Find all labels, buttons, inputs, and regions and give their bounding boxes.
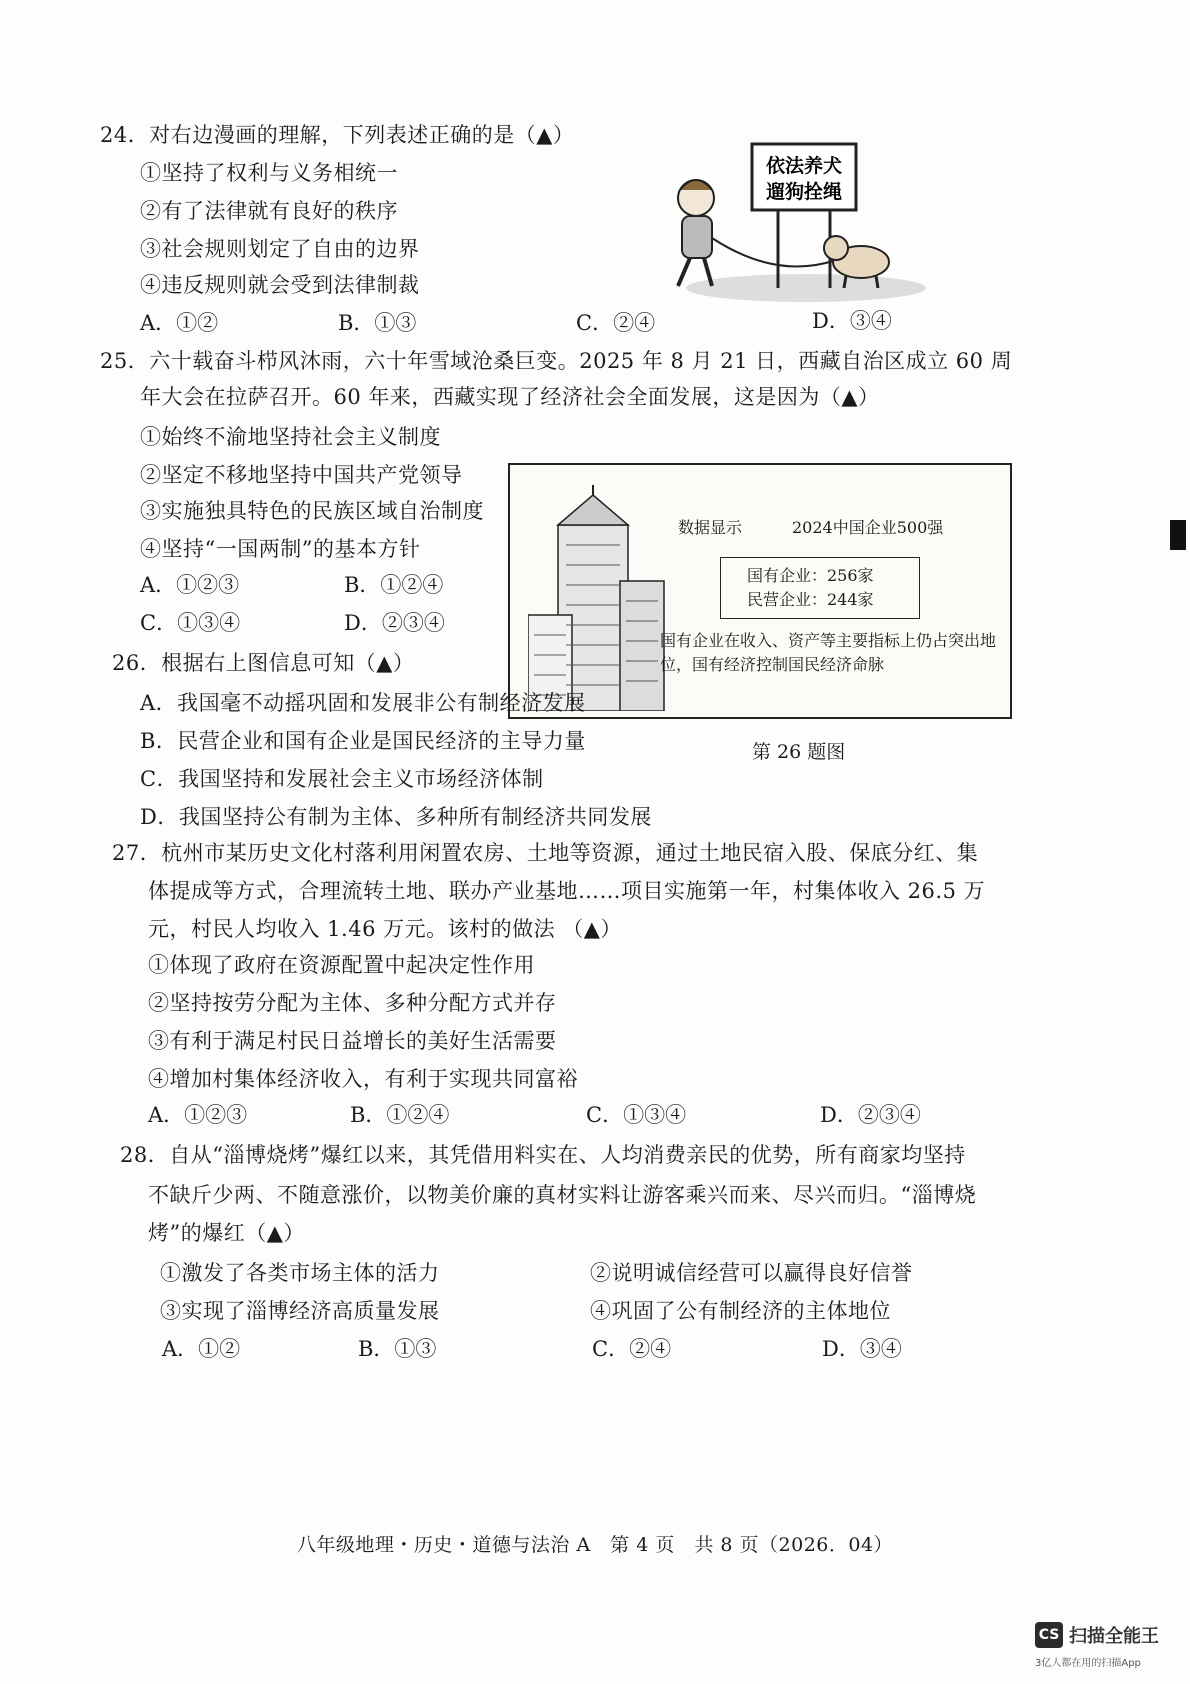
q27-option-b: B．①②④ [350, 1103, 450, 1127]
scan-edge-mark [1170, 520, 1186, 550]
q28-stem-line3: 烤”的爆红（▲） [148, 1221, 305, 1245]
q26-option-b: B．民营企业和国有企业是国民经济的主导力量 [140, 729, 586, 753]
fig26-state-owned: 国有企业：256家 [747, 566, 874, 585]
q27-stem-line3: 元，村民人均收入 1.46 万元。该村的做法 （▲） [148, 917, 622, 941]
q24-option-d: D．③④ [812, 309, 892, 333]
q24-item-3: ③社会规则划定了自由的边界 [140, 237, 420, 261]
q24-option-b: B．①③ [338, 311, 417, 335]
q25-option-b: B．①②④ [344, 573, 444, 597]
q27-option-d: D．②③④ [820, 1103, 921, 1127]
q26-option-a: A．我国毫不动摇巩固和发展非公有制经济发展 [140, 691, 586, 715]
q24-item-2: ②有了法律就有良好的秩序 [140, 199, 398, 223]
page-footer: 八年级地理・历史・道德与法治 A 第 4 页 共 8 页（2026．04） [296, 1534, 894, 1556]
q27-stem-line2: 体提成等方式，合理流转土地、联办产业基地……项目实施第一年，村集体收入 26.5 万 [148, 879, 986, 903]
q27-item-3: ③有利于满足村民日益增长的美好生活需要 [148, 1029, 557, 1053]
q28-item-1: ①激发了各类市场主体的活力 [160, 1261, 440, 1285]
skyscraper-illustration [528, 485, 668, 711]
q28-option-a: A．①② [162, 1337, 241, 1361]
q27-option-a: A．①②③ [148, 1103, 248, 1127]
fig26-caption-text: 国有企业在收入、资产等主要指标上仍占突出地位，国有经济控制国民经济命脉 [660, 631, 997, 674]
q28-item-2: ②说明诚信经营可以赢得良好信誉 [590, 1261, 913, 1285]
q25-item-4: ④坚持“一国两制”的基本方针 [140, 537, 421, 561]
scanner-logo-icon: CS [1035, 1622, 1063, 1648]
q28-option-d: D．③④ [822, 1337, 902, 1361]
q24-item-4: ④违反规则就会受到法律制裁 [140, 273, 420, 297]
q26-option-d: D．我国坚持公有制为主体、多种所有制经济共同发展 [140, 805, 652, 829]
q28-option-c: C．②④ [592, 1337, 672, 1361]
q25-item-1: ①始终不渝地坚持社会主义制度 [140, 425, 441, 449]
q26-stem: 26．根据右上图信息可知（▲） [112, 651, 415, 675]
q25-stem-line1: 25．六十载奋斗栉风沐雨，六十年雪域沧桑巨变。2025 年 8 月 21 日，西藏自治区成立 60 周 [100, 349, 1013, 373]
scanner-app-name: 扫描全能王 [1069, 1626, 1159, 1647]
fig26-title: 2024中国企业500强 [792, 518, 944, 537]
q25-option-c: C．①③④ [140, 611, 241, 635]
q25-item-2: ②坚定不移地坚持中国共产党领导 [140, 463, 463, 487]
cartoon-sign-line2: 遛狗拴绳 [765, 181, 843, 203]
q25-option-a: A．①②③ [140, 573, 240, 597]
q25-item-3: ③实施独具特色的民族区域自治制度 [140, 499, 484, 523]
q28-item-3: ③实现了淄博经济高质量发展 [160, 1299, 440, 1323]
fig26-data-label: 数据显示 [678, 518, 743, 537]
q24-option-a: A．①② [140, 311, 219, 335]
fig26-enterprise-box [720, 557, 920, 619]
q27-item-2: ②坚持按劳分配为主体、多种分配方式并存 [148, 991, 557, 1015]
q28-item-4: ④巩固了公有制经济的主体地位 [590, 1299, 891, 1323]
q24-option-c: C．②④ [576, 311, 656, 335]
q25-option-d: D．②③④ [344, 611, 445, 635]
fig26-caption: 第 26 题图 [752, 741, 846, 763]
dog-leash-cartoon [666, 140, 926, 310]
q28-stem-line2: 不缺斤少两、不随意涨价，以物美价廉的真材实料让游客乘兴而来、尽兴而归。“淄博烧 [148, 1183, 977, 1207]
q24-item-1: ①坚持了权利与义务相统一 [140, 161, 398, 185]
q24-stem: 24．对右边漫画的理解，下列表述正确的是（▲） [100, 123, 575, 147]
figure-26 [508, 463, 1012, 719]
q28-option-b: B．①③ [358, 1337, 437, 1361]
q27-item-4: ④增加村集体经济收入，有利于实现共同富裕 [148, 1067, 578, 1091]
q27-stem-line1: 27．杭州市某历史文化村落利用闲置农房、土地等资源，通过土地民宿入股、保底分红、集 [112, 841, 979, 865]
q27-option-c: C．①③④ [586, 1103, 687, 1127]
cartoon-sign-line1: 依法养犬 [765, 155, 843, 177]
scanner-tagline: 3亿人都在用的扫描App [1035, 1658, 1141, 1669]
q26-option-c: C．我国坚持和发展社会主义市场经济体制 [140, 767, 544, 791]
scanner-watermark [1035, 1618, 1175, 1668]
q28-stem-line1: 28．自从“淄博烧烤”爆红以来，其凭借用料实在、人均消费亲民的优势，所有商家均坚持 [120, 1143, 966, 1167]
q25-stem-line2: 年大会在拉萨召开。60 年来，西藏实现了经济社会全面发展，这是因为（▲） [140, 385, 880, 409]
fig26-private: 民营企业：244家 [747, 590, 874, 609]
q27-item-1: ①体现了政府在资源配置中起决定性作用 [148, 953, 535, 977]
